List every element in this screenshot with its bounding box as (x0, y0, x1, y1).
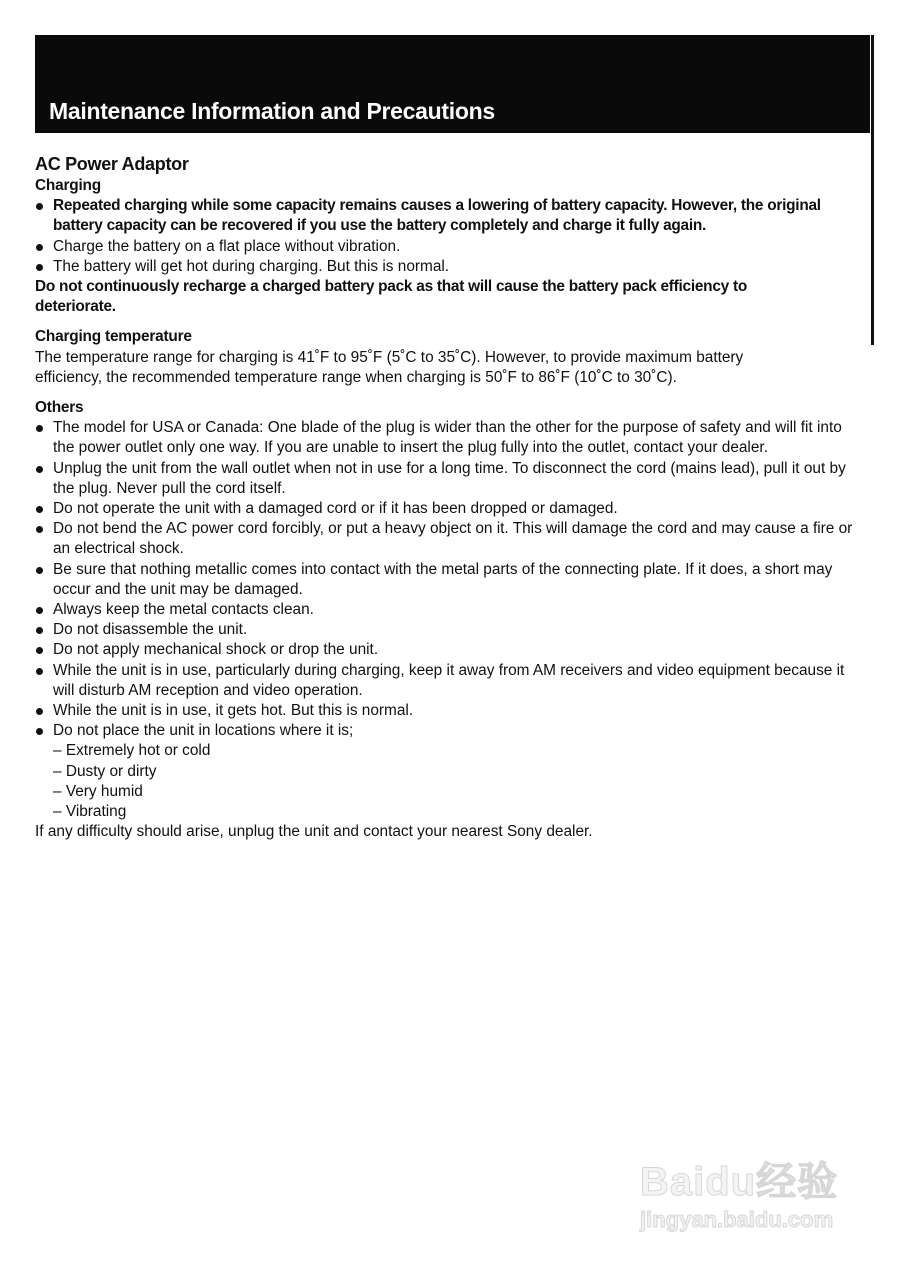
bullet-icon (36, 264, 43, 271)
closing-text: If any difficulty should arise, unplug the unit and contact your nearest Sony dealer. (35, 823, 593, 841)
watermark-logo: Baidu经验 (640, 1160, 839, 1204)
others-list (35, 418, 855, 741)
list-item: Always keep the metal contacts clean. (35, 600, 855, 620)
bullet-icon (36, 425, 43, 432)
list-item: Do not bend the AC power cord forcibly, or put a heavy object on it. This will damage the cord and may cause a fire or an electrical shock. (35, 519, 855, 559)
bullet-icon (36, 526, 43, 533)
locations-list (35, 741, 855, 822)
bullet-icon (36, 466, 43, 473)
list-item: Be sure that nothing metallic comes into contact with the metal parts of the connecting plate. If it does, a short may occur and the unit may be damaged. (35, 560, 855, 600)
list-item: While the unit is in use, it gets hot. But this is normal. (35, 701, 855, 721)
temperature-text: The temperature range for charging is 41˚F to 95˚F (5˚C to 35˚C). However, to provide maximum battery efficiency, the recommended temperature range when charging is 50˚F to 86˚F (10˚C to 30˚C). (35, 348, 744, 386)
bullet-icon (36, 567, 43, 574)
watermark-url: jingyan.baidu.com (640, 1207, 834, 1232)
baidu-watermark (640, 1150, 838, 1233)
list-item: The battery will get hot during charging. But this is normal. (35, 257, 855, 277)
margin-rule (871, 35, 874, 345)
page-title: Maintenance Information and Precautions (49, 98, 495, 124)
others-heading: Others (35, 399, 84, 417)
list-item: Charge the battery on a flat place without vibration. (35, 237, 855, 257)
list-item: Do not place the unit in locations where it is; (35, 721, 855, 741)
bullet-icon (36, 668, 43, 675)
location-item: – Vibrating (53, 803, 127, 821)
list-item: Do not operate the unit with a damaged cord or if it has been dropped or damaged. (35, 499, 855, 519)
charging-list (35, 196, 855, 277)
list-item: Do not disassemble the unit. (35, 620, 855, 640)
charging-heading: Charging (35, 177, 101, 194)
location-item: – Extremely hot or cold (53, 742, 211, 760)
list-item: Do not apply mechanical shock or drop the unit. (35, 640, 855, 660)
list-item: Unplug the unit from the wall outlet when not in use for a long time. To disconnect the cord (mains lead), pull it out by the plug. Never pull the cord itself. (35, 459, 855, 499)
bullet-icon (36, 627, 43, 634)
list-item: The model for USA or Canada: One blade of the plug is wider than the other for the purpose of safety and will fit into the power outlet only one way. If you are unable to insert the plug fully into the outlet, contact your dealer. (35, 418, 855, 458)
content (35, 152, 855, 843)
section-title: AC Power Adaptor (35, 154, 189, 174)
temperature-heading: Charging temperature (35, 328, 192, 346)
location-item: – Dusty or dirty (53, 762, 157, 780)
bullet-icon (36, 647, 43, 654)
bullet-icon (36, 708, 43, 715)
bullet-icon (36, 607, 43, 614)
location-item: – Very humid (53, 782, 143, 800)
bullet-icon (36, 728, 43, 735)
header-bar (35, 35, 870, 133)
bullet-icon (36, 244, 43, 251)
bullet-icon (36, 506, 43, 513)
list-item: While the unit is in use, particularly during charging, keep it away from AM receivers and video equipment because it will disturb AM reception and video operation. (35, 661, 855, 701)
charging-warning: Do not continuously recharge a charged battery pack as that will cause the battery pack efficiency to deteriorate. (35, 278, 748, 316)
list-item: Repeated charging while some capacity remains causes a lowering of battery capacity. However, the original battery capacity can be recovered if you use the battery completely and charge it fully again. (35, 196, 855, 236)
bullet-icon (36, 203, 43, 210)
